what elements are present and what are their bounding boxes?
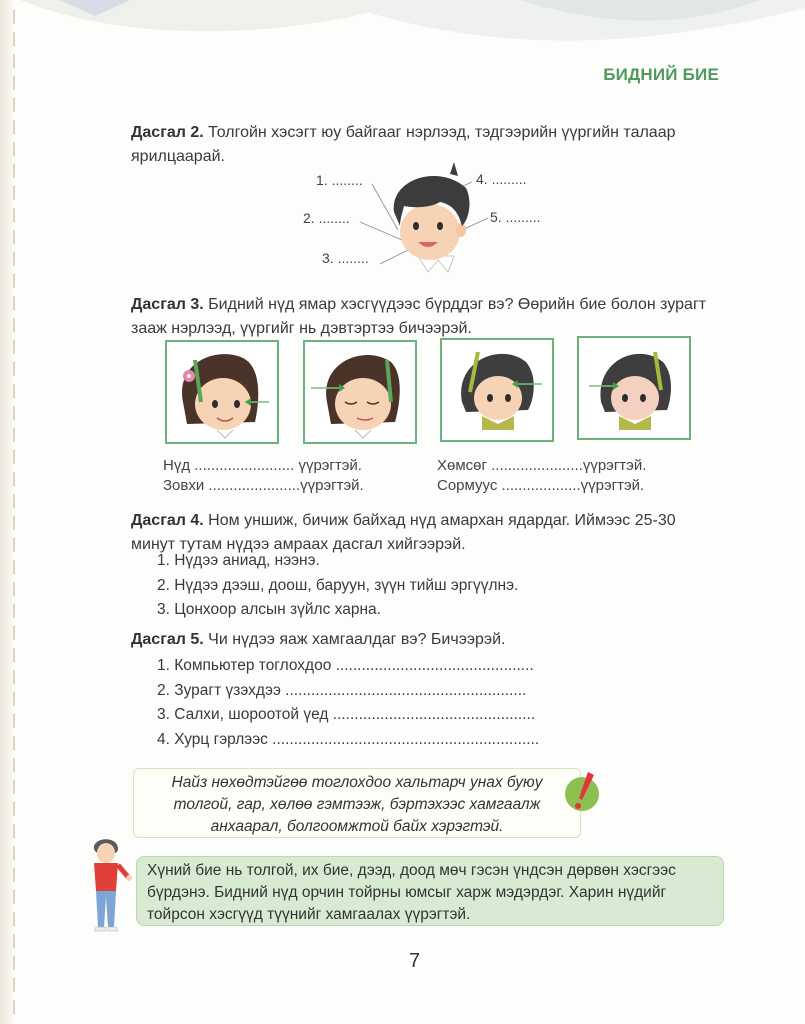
- face-panel-eyebrow: [440, 338, 554, 442]
- exercise-5-items: [157, 654, 539, 752]
- exercise-2-label: Дасгал 2.: [131, 124, 204, 141]
- exercise-4-step: 3. Цонхоор алсын зүйлс харна.: [157, 601, 381, 618]
- face-panel-eyelash: [577, 336, 691, 440]
- fill-in-eyelid[interactable]: Зовхи ......................үүрэгтэй.: [163, 477, 364, 494]
- fill-in-eyebrow[interactable]: Хөмсөг ......................үүрэгтэй.: [437, 457, 647, 474]
- tip-line-2: толгой, гар, хөлөө гэмтээж, бэртэхээс хамгаалж: [173, 796, 541, 813]
- callout-2: 2. ........: [303, 210, 350, 226]
- girl-face-eye-arrow-illustration: [167, 342, 277, 442]
- girl-face-eyelid-arrow-illustration: [305, 342, 415, 442]
- safety-tip-box: [133, 768, 581, 838]
- face-panel-eyelid: [303, 340, 417, 444]
- exercise-5-item[interactable]: 1. Компьютер тоглохдоо ..............................................: [157, 657, 534, 674]
- exercise-5-text: Чи нүдээ яаж хамгаалдаг вэ? Бичээрэй.: [208, 631, 506, 648]
- exercise-3-label: Дасгал 3.: [131, 296, 204, 313]
- girl-face-eyebrow-arrow-illustration: [442, 340, 552, 440]
- callout-1: 1. ........: [316, 172, 363, 188]
- fill-in-eye[interactable]: Нүд ........................ үүрэгтэй.: [163, 457, 362, 474]
- callout-5: 5. .........: [490, 209, 541, 225]
- summary-line-3: тойрсон хэсгүүд түүнийг хамгаалах үүрэгтэй.: [147, 906, 471, 923]
- exercise-3-instructions: [131, 293, 721, 341]
- boy-figure-illustration: [84, 835, 134, 935]
- exercise-4-text-line1: Ном уншиж, бичиж байхад нүд амархан ядардаг. Иймээс 25-30: [208, 512, 676, 529]
- exercise-4-label: Дасгал 4.: [131, 512, 204, 529]
- summary-line-2: бүрдэнэ. Бидний нүд орчин тойрны юмсыг харж мэдэрдэг. Харин нүдийг: [147, 884, 667, 901]
- page-number: 7: [409, 950, 421, 972]
- exercise-5-instructions: [131, 628, 721, 652]
- exercise-4-text-line2: минут тутам нүдээ амраах дасгал хийгээрэй.: [131, 536, 466, 553]
- girl-face-eyelash-arrow-illustration: [579, 338, 689, 438]
- exercise-4-steps: [157, 549, 518, 623]
- tip-line-3: анхаарал, болгоомжтой байх хэрэгтэй.: [210, 818, 504, 835]
- exclamation-icon: [560, 770, 610, 820]
- fill-in-eyelash[interactable]: Сормуус ...................үүрэгтэй.: [437, 477, 645, 494]
- header-swoosh-decoration: [0, 0, 805, 60]
- exercise-5-item[interactable]: 2. Зурагт үзэхдээ ........................................................: [157, 681, 527, 699]
- exercise-3-text-line1: Бидний нүд ямар хэсгүүдээс бүрддэг вэ? Өөрийн бие болон зурагт: [208, 296, 707, 313]
- exercise-2-text-line2: ярилцаарай.: [131, 148, 225, 165]
- summary-line-1: Хүний бие нь толгой, их бие, дээд, доод мөч гэсэн үндсэн дөрвөн хэсгээс: [147, 862, 676, 879]
- exercise-4-step: 1. Нүдээ аниад, нээнэ.: [157, 552, 320, 569]
- exercise-4-step: 2. Нүдээ дээш, доош, баруун, зүүн тийш эргүүлнэ.: [157, 576, 519, 594]
- exercise-5-item[interactable]: 4. Хурц гэрлээс ..............................................................: [157, 730, 540, 748]
- face-panel-eye: [165, 340, 279, 444]
- callout-3: 3. ........: [322, 250, 369, 266]
- exercise-5-item[interactable]: 3. Салхи, шороотой үед ...............................................: [157, 706, 536, 723]
- exercise-5-label: Дасгал 5.: [131, 631, 204, 648]
- summary-note-box: [136, 856, 724, 926]
- exercise-3-text-line2: зааж нэрлээд, үүргийг нь дэвтэртээ бичээрэй.: [131, 320, 472, 337]
- tip-line-1: Найз нөхөдтэйгөө тоглохдоо хальтарч унах буюу: [171, 774, 543, 791]
- binding-stitches: [12, 0, 16, 1024]
- chapter-title: БИДНИЙ БИЕ: [603, 65, 719, 84]
- exercise-2-text-line1: Толгойн хэсэгт юу байгааг нэрлээд, тэдгээрийн үүргийн талаар: [208, 124, 676, 141]
- callout-4: 4. .........: [476, 171, 527, 187]
